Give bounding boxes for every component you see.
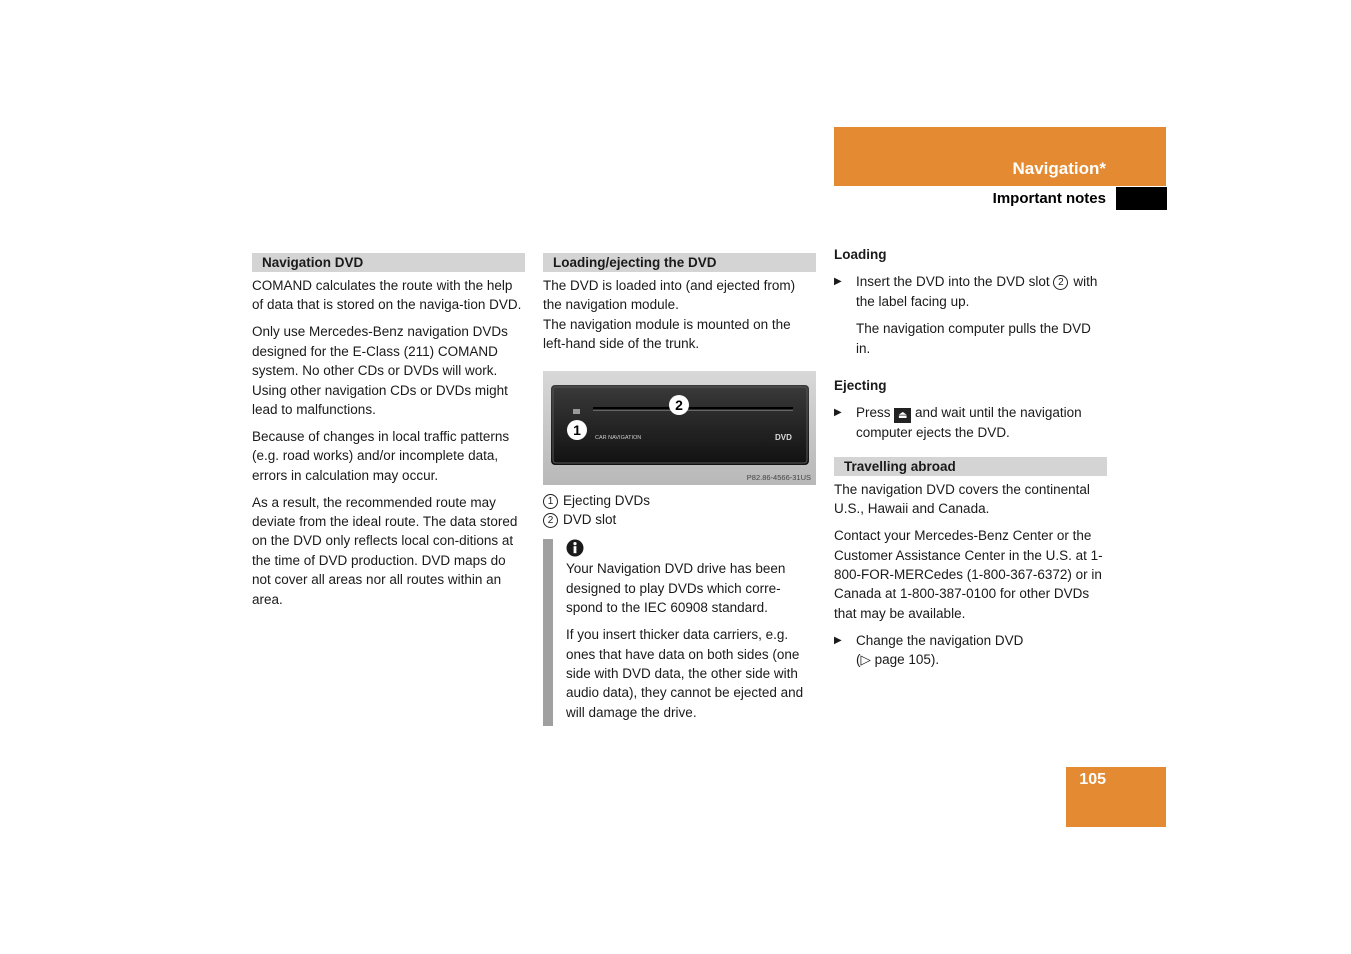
instruction-change-dvd: ▶ Change the navigation DVD (▷ page 105).: [834, 632, 1024, 668]
instruction-insert-dvd: ▶ Insert the DVD into the DVD slot 2 with the label facing up.: [834, 274, 1098, 309]
column-loading-ejecting: [543, 253, 816, 722]
paragraph: Contact your Mercedes-Benz Center or the Customer Assistance Center in the U.S. at 1-800-FOR-MERCedes (1-800-367-6372) or in Canada at 1-800-387-0100 for other DVDs that may be available.: [834, 528, 1103, 621]
header-marker: [1116, 187, 1167, 210]
legend-item: 1 Ejecting DVDs: [543, 491, 816, 510]
dvd-drive-illustration: [543, 371, 816, 485]
page-reference-link[interactable]: (▷ page 105).: [856, 652, 940, 668]
section-title: Navigation*: [1012, 159, 1106, 178]
paragraph: COMAND calculates the route with the help of data that is stored on the naviga-tion DVD.: [252, 278, 522, 313]
paragraph: The DVD is loaded into (and ejected from) the navigation module.: [543, 278, 796, 313]
column-navigation-dvd: [252, 253, 525, 617]
paragraph: Because of changes in local traffic patterns (e.g. road works) and/or incomplete data, errors in calculation may occur.: [252, 428, 510, 483]
result-text: The navigation computer pulls the DVD in.: [856, 321, 1091, 356]
bullet-arrow-icon: ▶: [834, 634, 842, 646]
info-paragraph: If you insert thicker data carriers, e.g. ones that have data on both sides (one side with DVD data, the other side with audio data), they cannot be ejected and will damage the drive.: [566, 627, 804, 720]
car-navigation-label: CAR NAVIGATION: [595, 434, 642, 441]
eject-key-icon: ⏏: [894, 408, 911, 423]
info-icon: [566, 539, 584, 557]
bullet-arrow-icon: ▶: [834, 276, 842, 288]
heading-navigation-dvd: Navigation DVD: [252, 253, 525, 272]
svg-text:1: 1: [573, 421, 581, 438]
heading-travelling-abroad: Travelling abroad: [834, 457, 1107, 476]
info-note: [543, 539, 816, 722]
image-code: P82.86-4566-31US: [746, 472, 811, 482]
dvd-logo: DVD: [775, 432, 792, 442]
legend-item: 2 DVD slot: [543, 510, 816, 529]
heading-loading: Loading: [834, 247, 887, 262]
heading-ejecting: Ejecting: [834, 378, 887, 394]
heading-loading-ejecting: Loading/ejecting the DVD: [543, 253, 816, 272]
instruction-eject-dvd: ▶ Press ⏏ and wait until the navigation computer ejects the DVD.: [834, 405, 1082, 441]
bullet-arrow-icon: ▶: [834, 407, 842, 419]
paragraph: Only use Mercedes-Benz navigation DVDs designed for the E-Class (211) COMAND system. No other CDs or DVDs will work. Using other navigation CDs or DVDs might lead to malfunctions.: [252, 324, 508, 417]
paragraph: The navigation DVD covers the continental U.S., Hawaii and Canada.: [834, 481, 1090, 517]
paragraph: The navigation module is mounted on the left-hand side of the trunk.: [543, 316, 791, 352]
dvd-drive-photo: [543, 371, 816, 485]
info-bar: [543, 539, 553, 726]
paragraph: As a result, the recommended route may deviate from the ideal route. The data stored on the DVD only reflects local con-ditions at the time of DVD production. DVD maps do not cover all areas nor all routes within an area.: [252, 494, 518, 607]
column-loading-travel: [834, 245, 1107, 678]
page-number: 105: [1079, 771, 1106, 788]
subsection-title: Important notes: [992, 190, 1106, 207]
info-paragraph: Your Navigation DVD drive has been designed to play DVDs which corre-spond to the IEC 60908 standard.: [566, 561, 786, 616]
svg-text:2: 2: [675, 396, 683, 413]
